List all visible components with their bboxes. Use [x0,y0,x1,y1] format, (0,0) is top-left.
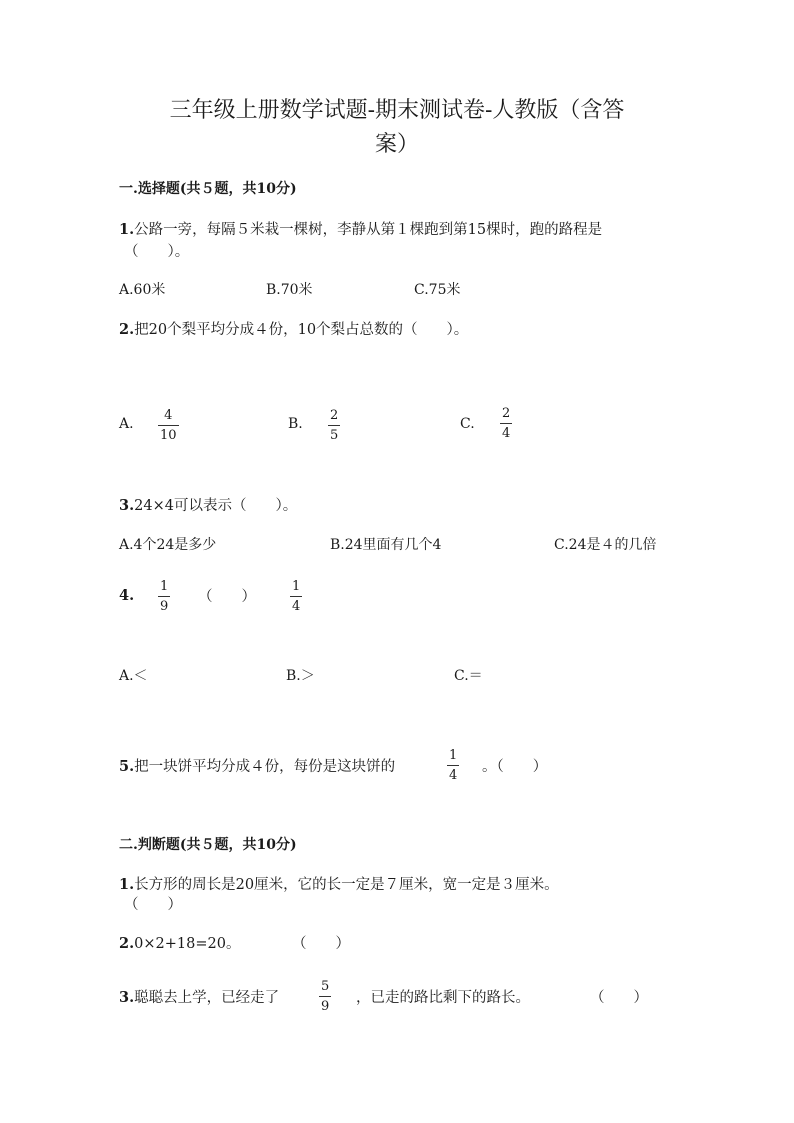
question-text: 长方形的周长是20厘米，它的长一定是７厘米，宽一定是３厘米。 [134,877,559,893]
question-4 [119,587,134,604]
numerator: 5 [321,979,330,994]
numerator: 4 [164,408,173,423]
answer-blank: （ ） [590,990,648,1006]
judgment-question-1 [119,873,559,894]
page-title: 三年级上册数学试题-期末测试卷-人教版（含答 [169,98,625,123]
denominator: 10 [160,428,177,443]
question-text: 公路一旁，每隔５米栽一棵树，李静从第１棵跑到第15棵时，跑的路程是 [134,222,603,238]
question-3 [119,494,297,515]
question-1 [119,218,602,239]
question-number: 1. [119,876,135,893]
denominator: 9 [321,999,330,1014]
fraction-option-a [158,408,179,443]
option-c: C.＝ [454,668,483,684]
answer-blank: （ ） [292,936,350,952]
option-a: A.＜ [119,668,148,684]
option-c-label: C. [460,416,475,432]
option-a: A.60米 [119,282,166,298]
denominator: 4 [449,768,458,783]
question-number: 2. [119,935,135,952]
fraction-five-ninths [319,979,331,1014]
option-b-label: B. [288,416,303,432]
section-heading-judgment: 二.判断题(共５题，共10分) [119,837,297,853]
fraction-bar [319,996,331,997]
fraction-bar [158,425,179,426]
fraction-bar [447,765,459,766]
question-text: 把一块饼平均分成４份，每份是这块饼的 [134,759,396,775]
option-b: B.＞ [286,668,315,684]
option-c: C.75米 [414,282,461,298]
question-number: 4. [119,587,135,604]
numerator: 1 [292,579,301,594]
fraction-bar [500,423,512,424]
fraction-right [290,579,302,614]
section-heading-choice: 一.选择题(共５题，共10分) [119,181,297,197]
fraction-bar [328,425,340,426]
fraction-bar [158,596,170,597]
fraction-left [158,579,170,614]
fraction-option-c [500,406,512,441]
option-a-label: A. [119,416,134,432]
question-text: 把20个梨平均分成４份，10个梨占总数的（ ）。 [134,322,469,338]
fraction-option-b [328,408,340,443]
question-number: 3. [119,497,135,514]
option-a: A.4个24是多少 [119,537,217,553]
answer-blank: 。（ ） [482,759,548,775]
question-text: 聪聪去上学，已经走了 [134,990,280,1006]
question-text: 24×4可以表示（ ）。 [134,498,298,514]
fraction-bar [290,596,302,597]
question-number: 1. [119,221,135,238]
option-c: C.24是４的几倍 [554,537,657,553]
question-5 [119,755,395,776]
denominator: 5 [330,428,339,443]
fraction-one-quarter [447,748,459,783]
judgment-question-3 [119,986,279,1007]
denominator: 4 [502,426,511,441]
option-b: B.24里面有几个4 [330,537,442,553]
numerator: 1 [160,579,169,594]
page-title-continued: 案） [374,132,419,157]
question-2 [119,318,468,339]
option-b: B.70米 [266,282,313,298]
question-text: 0×2+18=20。 [134,936,241,952]
question-text-tail: ，已走的路比剩下的路长。 [356,990,530,1006]
answer-blank: （ ）。 [124,244,190,260]
question-number: 3. [119,989,135,1006]
answer-blank: （ ） [198,589,256,605]
denominator: 4 [292,599,301,614]
numerator: 2 [330,408,339,423]
numerator: 1 [449,748,458,763]
question-number: 5. [119,758,135,775]
answer-blank: （ ） [124,897,182,913]
denominator: 9 [160,599,169,614]
judgment-question-2 [119,932,240,953]
question-number: 2. [119,321,135,338]
numerator: 2 [502,406,511,421]
